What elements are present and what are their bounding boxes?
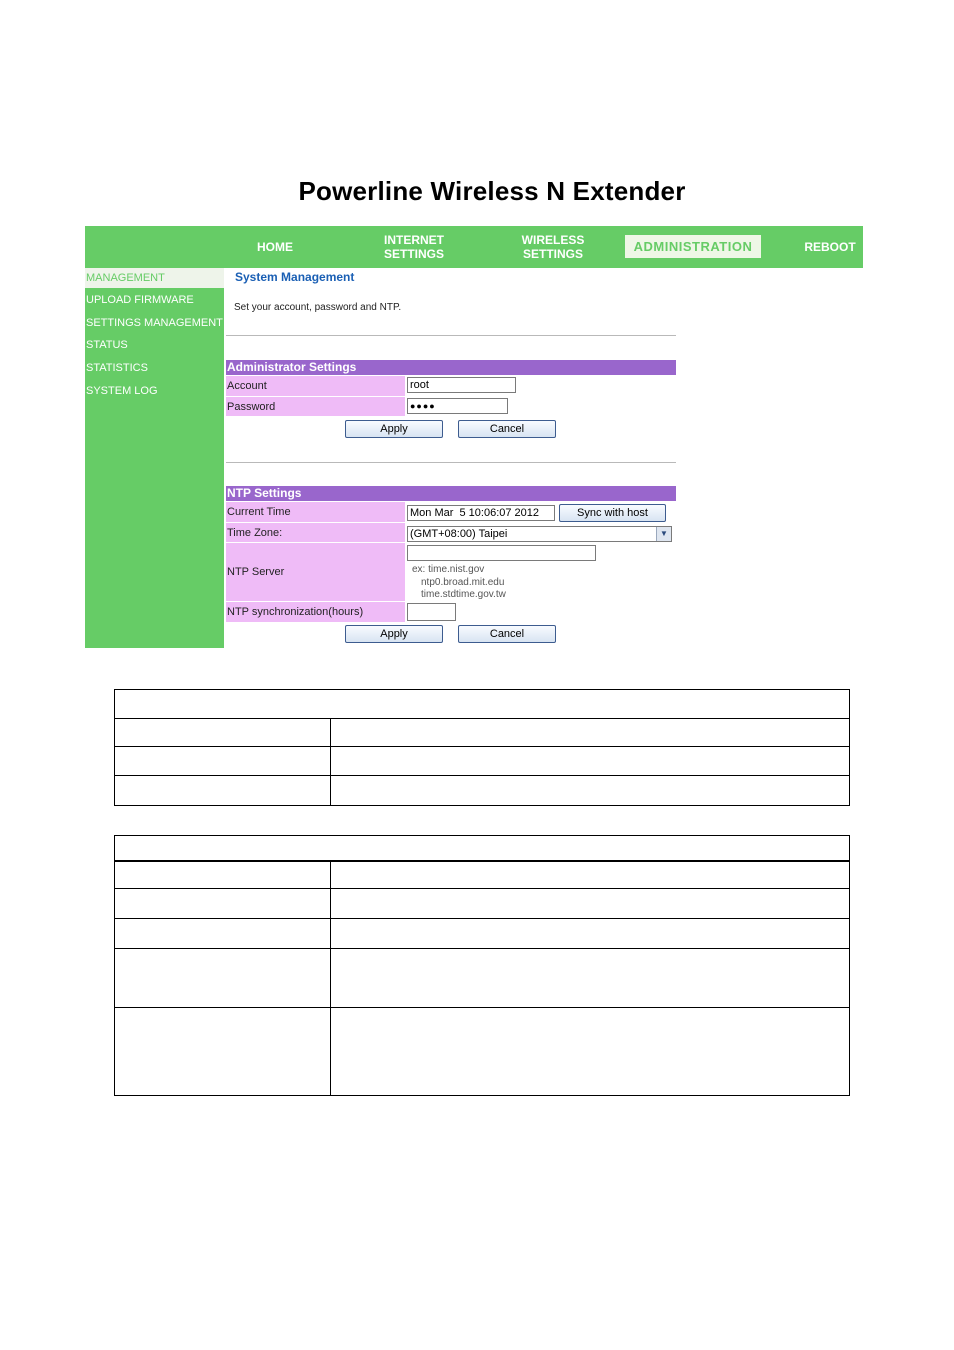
admin-apply-button[interactable]: Apply <box>345 420 443 438</box>
table-row <box>115 718 849 719</box>
table-row <box>115 948 849 949</box>
top-nav-bar <box>85 226 863 268</box>
account-label: Account <box>226 376 405 397</box>
sync-with-host-button[interactable]: Sync with host <box>559 504 666 522</box>
password-input[interactable]: ●●●● <box>407 398 508 414</box>
router-admin-screenshot <box>85 226 863 648</box>
sidebar-item-upload-firmware[interactable]: UPLOAD FIRMWARE <box>86 294 194 306</box>
admin-settings-header: Administrator Settings <box>226 360 676 375</box>
table-row <box>115 918 849 919</box>
ntp-server-hint: time.stdtime.gov.tw <box>421 589 506 600</box>
sidebar-item-settings-management[interactable]: SETTINGS MANAGEMENT <box>86 317 223 329</box>
ntp-cancel-button[interactable]: Cancel <box>458 625 556 643</box>
ntp-server-label: NTP Server <box>226 543 405 602</box>
sidebar-item-management[interactable]: MANAGEMENT <box>85 268 224 288</box>
page-title: Powerline Wireless N Extender <box>298 176 686 206</box>
admin-cancel-button[interactable]: Cancel <box>458 420 556 438</box>
nav-wireless-settings[interactable]: WIRELESS SETTINGS <box>521 233 585 261</box>
current-time-label: Current Time <box>226 502 405 523</box>
table-row <box>115 1007 849 1008</box>
time-zone-value: (GMT+08:00) Taipei <box>410 528 508 540</box>
ntp-server-hint: ex: time.nist.gov <box>412 564 485 575</box>
ntp-apply-button[interactable]: Apply <box>345 625 443 643</box>
ntp-server-hint: ntp0.broad.mit.edu <box>421 577 505 588</box>
ntp-sync-hours-label: NTP synchronization(hours) <box>226 602 405 623</box>
divider <box>226 335 676 336</box>
table-row <box>115 860 849 862</box>
time-zone-select[interactable] <box>407 526 672 542</box>
time-zone-label: Time Zone: <box>226 523 405 543</box>
nav-reboot[interactable]: REBOOT <box>804 240 856 254</box>
table-row <box>115 888 849 889</box>
sidebar-item-statistics[interactable]: STATISTICS <box>86 362 148 374</box>
nav-internet-settings[interactable]: INTERNET SETTINGS <box>383 233 444 261</box>
ntp-description-table <box>114 835 850 1096</box>
nav-administration[interactable]: ADMINISTRATION <box>625 235 761 258</box>
nav-home[interactable]: HOME <box>257 240 293 254</box>
sidebar <box>85 268 224 648</box>
ntp-server-input[interactable] <box>407 545 596 561</box>
ntp-settings-header: NTP Settings <box>226 486 676 501</box>
section-title: System Management <box>235 270 355 284</box>
ntp-sync-hours-input[interactable] <box>407 603 456 621</box>
current-time-input[interactable]: Mon Mar 5 10:06:07 2012 <box>407 505 555 521</box>
table-column-divider <box>330 718 331 805</box>
table-row <box>115 775 849 776</box>
admin-description-table <box>114 689 850 806</box>
password-label: Password <box>226 397 405 417</box>
sidebar-item-system-log[interactable]: SYSTEM LOG <box>86 385 158 397</box>
table-column-divider <box>330 861 331 1095</box>
sidebar-item-status[interactable]: STATUS <box>86 339 128 351</box>
divider <box>226 462 676 463</box>
table-row <box>115 746 849 747</box>
account-input[interactable] <box>407 377 516 393</box>
section-description: Set your account, password and NTP. <box>234 302 402 313</box>
chevron-down-icon[interactable]: ▼ <box>656 527 671 541</box>
